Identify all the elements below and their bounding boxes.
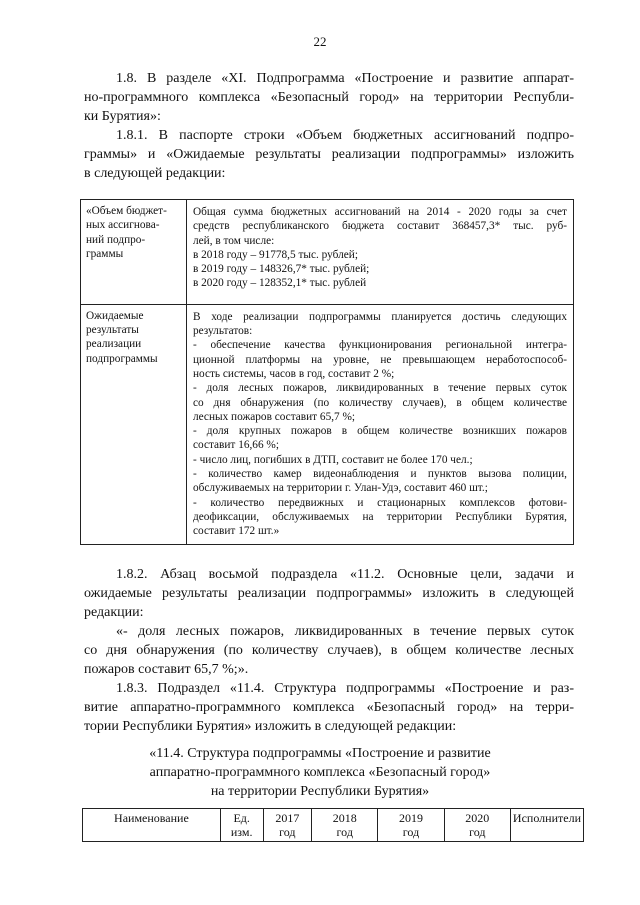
section-title (0, 744, 640, 801)
header-text: год (469, 825, 486, 839)
label-line: Ожидаемые (86, 309, 144, 322)
paragraph-1-8-3 (84, 679, 574, 736)
text-line: ожидаемые результаты реализации подпрограммы» изложить в следующей (84, 586, 574, 601)
text-line: редакции: (84, 605, 144, 620)
cell-line: - доля крупных пожаров в общем количестве возникших пожаров (193, 425, 567, 438)
header-cell-name (83, 809, 221, 842)
passport-table (80, 199, 574, 545)
label-line: ных ассигнова- (86, 219, 160, 232)
cell-line: - количество камер видеонаблюдения и пунктов вызова полиции, (193, 468, 567, 481)
text-line: 1.8.2. Абзац восьмой подраздела «11.2. Основные цели, задачи и (116, 567, 574, 582)
header-text: изм. (230, 825, 253, 839)
structure-table (82, 808, 584, 842)
text-line: со дня обнаружения (по количеству случаев), в общем количестве лесных (84, 643, 574, 658)
cell-line: Общая сумма бюджетных ассигнований на 2014 - 2020 годы за счет (193, 206, 567, 218)
header-cell-executors (510, 809, 583, 842)
cell-line: деофиксации, обслуживаемых на территории Республики Бурятия, (193, 510, 567, 523)
header-text: 2018 (332, 811, 357, 825)
header-cell-2018 (312, 809, 378, 842)
cell-line: ность системы, часов в год, составит 2 %; (193, 367, 395, 380)
cell-line: обслуживаемых на территории г. Улан-Удэ, составит 460 шт.; (193, 482, 488, 495)
cell-line: в 2019 году – 148326,7* тыс. рублей; (193, 263, 370, 276)
cell-line: - обеспечение качества функционирования региональной интегра- (193, 339, 567, 352)
header-cell-2019 (378, 809, 444, 842)
cell-line: со дня обнаружения (по количеству случаев), в общем количестве (193, 396, 567, 409)
text-line: в следующей редакции: (84, 166, 226, 181)
header-cell-unit (220, 809, 263, 842)
row-text-budget (187, 200, 574, 296)
row-label-budget (81, 200, 187, 296)
cell-line: - количество передвижных и стационарных комплексов фотови- (193, 496, 567, 509)
table-header-row (83, 809, 584, 842)
label-line: подпрограммы (86, 352, 158, 365)
header-cell-2017 (263, 809, 312, 842)
cell-line: лесных пожаров составит 65,7 %; (193, 410, 356, 423)
text-line: 1.8.1. В паспорте строки «Объем бюджетных ассигнований подпро- (116, 128, 574, 143)
title-line: аппаратно-программного комплекса «Безопасный город» (149, 765, 491, 780)
text-line: «- доля лесных пожаров, ликвидированных в течение первых суток (116, 624, 574, 639)
cell-line: лей, в том числе: (193, 234, 275, 247)
cell-line: - доля лесных пожаров, ликвидированных в течение первых суток (193, 382, 567, 395)
paragraph-1-8 (84, 69, 574, 126)
cell-line: в 2020 году – 128352,1* тыс. рублей (193, 277, 367, 290)
quoted-paragraph (84, 622, 574, 679)
cell-line: в 2018 году – 91778,5 тыс. рублей; (193, 248, 358, 261)
table-row-results (81, 304, 574, 544)
header-text: 2019 (399, 811, 423, 825)
text-line: но-программного комплекса «Безопасный город» на территории Республи- (84, 90, 574, 105)
label-line: ний подпро- (86, 233, 146, 246)
header-cell-2020 (444, 809, 510, 842)
label-line: результаты (86, 324, 139, 337)
table-row-gap (81, 296, 574, 305)
cell-line: - число лиц, погибших в ДТП, составит не более 170 чел.; (193, 453, 473, 466)
cell-line: средств республиканского бюджета составит 368457,3* тыс. руб- (193, 220, 567, 233)
table-row-budget (81, 200, 574, 296)
text-line: тории Республики Бурятия» изложить в следующей редакции: (84, 719, 457, 734)
page-number: 22 (313, 34, 327, 49)
row-text-results (187, 304, 574, 544)
header-text: год (279, 825, 296, 839)
header-text: год (402, 825, 420, 839)
header-text: 2020 (465, 811, 490, 825)
text-line: 1.8.3. Подраздел «11.4. Структура подпрограммы «Построение и раз- (116, 681, 574, 696)
cell-line: ционной платформы на уровне, не превышающем неработоспособ- (193, 353, 567, 366)
header-text: 2017 (275, 811, 300, 825)
label-line: граммы (86, 247, 124, 260)
row-label-results (81, 304, 187, 544)
paragraph-1-8-1 (84, 126, 574, 183)
cell-line: составит 172 шт.» (193, 525, 280, 538)
text-line: витие аппаратно-программного комплекса «Безопасный город» на терри- (84, 700, 574, 715)
header-text: Ед. (233, 811, 250, 825)
title-line: на территории Республики Бурятия» (210, 784, 430, 799)
header-text: год (336, 825, 353, 839)
title-line: «11.4. Структура подпрограммы «Построение и развитие (149, 746, 491, 761)
header-text: Исполнители (512, 811, 581, 825)
label-line: реализации (86, 338, 142, 351)
paragraph-1-8-2 (84, 565, 574, 622)
text-line: ки Бурятия»: (84, 109, 161, 124)
text-line: 1.8. В разделе «XI. Подпрограмма «Построение и развитие аппарат- (116, 71, 574, 86)
text-line: граммы» и «Ожидаемые результаты реализации подпрограммы» изложить (84, 147, 574, 162)
cell-line: составит 16,66 %; (193, 439, 279, 452)
label-line: «Объем бюджет- (86, 205, 167, 217)
header-text: Наименование (114, 811, 189, 825)
text-line: пожаров составит 65,7 %;». (84, 662, 249, 677)
cell-line: результатов: (193, 325, 253, 338)
cell-line: В ходе реализации подпрограммы планируется достичь следующих (193, 310, 567, 323)
